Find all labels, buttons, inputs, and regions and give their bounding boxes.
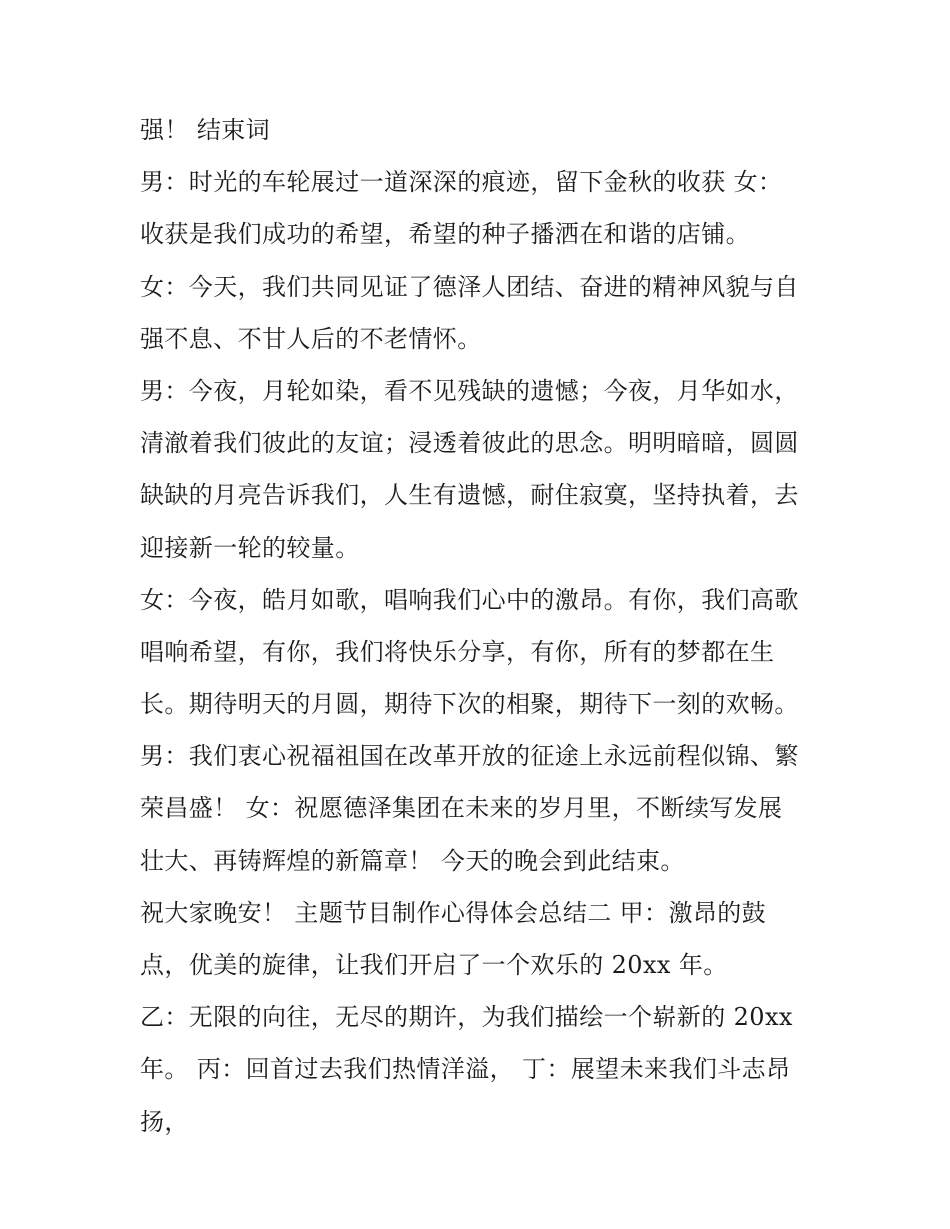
text-line: 男：今夜，月轮如染，看不见残缺的遗憾；今夜，月华如水， (140, 376, 799, 405)
text-line: 唱响希望，有你，我们将快乐分享，有你，所有的梦都在生 (140, 637, 775, 666)
document-body (140, 110, 820, 1154)
text-line: 扬， (140, 1107, 189, 1136)
text-line: 祝大家晚安！ 主题节目制作心得体会总结二 甲：激昂的鼓 (140, 898, 767, 927)
text-line: 迎接新一轮的较量。 (140, 533, 360, 562)
text-line: 强！ 结束词 (140, 116, 271, 144)
text-line: 清澈着我们彼此的友谊；浸透着彼此的思念。明明暗暗，圆圆 (140, 429, 799, 458)
text-line: 点，优美的旋律，让我们开启了一个欢乐的 20xx 年。 (140, 951, 728, 979)
text-line: 壮大、再铸辉煌的新篇章！ 今天的晚会到此结束。 (140, 846, 685, 875)
text-line: 乙：无限的向往，无尽的期许，为我们描绘一个崭新的 20xx (140, 1003, 793, 1032)
text-line: 女：今天，我们共同见证了德泽人团结、奋进的精神风貌与自 (140, 272, 799, 301)
text-line: 缺缺的月亮告诉我们，人生有遗憾，耐住寂寞，坚持执着，去 (140, 481, 799, 510)
text-line: 强不息、不甘人后的不老情怀。 (140, 324, 482, 353)
text-line: 男：时光的车轮展过一道深深的痕迹，留下金秋的收获 女： (140, 168, 783, 197)
text-line: 收获是我们成功的希望，希望的种子播洒在和谐的店铺。 (140, 220, 750, 249)
text-line: 荣昌盛！ 女：祝愿德泽集团在未来的岁月里，不断续写发展 (140, 794, 783, 823)
text-line: 长。期待明天的月圆，期待下次的相聚，期待下一刻的欢畅。 (140, 690, 799, 719)
text-line: 年。 丙：回首过去我们热情洋溢， 丁：展望未来我们斗志昂 (140, 1055, 791, 1084)
text-line: 女：今夜，皓月如歌，唱响我们心中的激昂。有你，我们高歌 (140, 585, 799, 614)
text-line: 男：我们衷心祝福祖国在改革开放的征途上永远前程似锦、繁 (140, 742, 799, 771)
